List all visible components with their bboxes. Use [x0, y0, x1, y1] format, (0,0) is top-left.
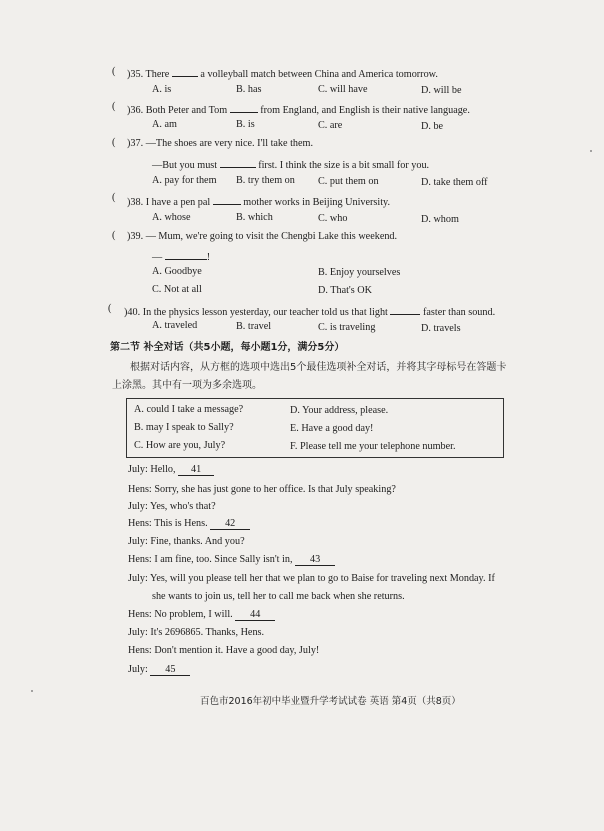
answer-paren-38: (	[112, 192, 116, 203]
dialogue-line-10: July: It's 2696865. Thanks, Hens.	[128, 627, 265, 638]
dialogue-line-6: Hens: I am fine, too. Since Sally isn't in, 43	[128, 554, 335, 566]
answer-paren-37: (	[112, 137, 116, 148]
option-35-a: A. is	[152, 84, 172, 95]
option-39-c: C. Not at all	[152, 284, 202, 295]
question-39-line2: — !	[152, 249, 210, 264]
option-35-b: B. has	[236, 84, 262, 95]
option-39-b: B. Enjoy yourselves	[318, 267, 401, 278]
question-40: )40. In the physics lesson yesterday, our teacher told us that light faster than sound.	[124, 304, 495, 319]
dialogue-line-12: July: 45	[128, 664, 190, 676]
option-35-d: D. will be	[421, 85, 462, 96]
box-option-e: E. Have a good day!	[290, 423, 374, 434]
dialogue-line-8: she wants to join us, tell her to call me back when she returns.	[152, 591, 405, 602]
option-38-b: B. which	[236, 212, 273, 223]
box-option-d: D. Your address, please.	[290, 405, 389, 416]
option-37-b: B. try them on	[236, 175, 295, 186]
box-option-c: C. How are you, July?	[134, 440, 226, 451]
option-39-d: D. That's OK	[318, 285, 372, 296]
question-36: )36. Both Peter and Tom from England, and English is their native language.	[127, 102, 470, 117]
option-37-d: D. take them off	[421, 177, 488, 188]
dialogue-line-9: Hens: No problem, I will. 44	[128, 609, 275, 621]
option-38-c: C. who	[318, 213, 348, 224]
option-37-c: C. put them on	[318, 176, 379, 187]
blank-42[interactable]: 42	[210, 519, 250, 530]
option-40-d: D. travels	[421, 323, 461, 334]
blank-41[interactable]: 41	[178, 465, 214, 476]
option-40-c: C. is traveling	[318, 322, 376, 333]
option-36-c: C. are	[318, 120, 343, 131]
blank-44[interactable]: 44	[235, 610, 275, 621]
option-38-d: D. whom	[421, 214, 459, 225]
question-35: )35. There a volleyball match between China and America tomorrow.	[127, 66, 438, 81]
option-37-a: A. pay for them	[152, 175, 217, 186]
option-36-b: B. is	[236, 119, 255, 130]
option-38-a: A. whose	[152, 212, 191, 223]
dialogue-line-7: July: Yes, will you please tell her that we plan to go to Baise for traveling next Monday. If	[128, 573, 495, 584]
section-title: 第二节 补全对话（共5小题，每小题1分，满分5分）	[110, 342, 345, 353]
answer-paren-40: (	[108, 303, 112, 314]
question-38: )38. I have a pen pal mother works in Beijing University.	[127, 194, 390, 209]
answer-paren-35: (	[112, 66, 116, 77]
scan-speck	[590, 150, 592, 152]
answer-paren-36: (	[112, 101, 116, 112]
section-instruction-line2: 上涂黑。其中有一项为多余选项。	[112, 380, 262, 391]
option-40-b: B. travel	[236, 321, 272, 332]
blank-45[interactable]: 45	[150, 665, 190, 676]
box-option-f: F. Please tell me your telephone number.	[290, 441, 456, 452]
option-36-a: A. am	[152, 119, 177, 130]
question-37: )37. —The shoes are very nice. I'll take them.	[127, 138, 314, 149]
dialogue-line-2: Hens: Sorry, she has just gone to her office. Is that July speaking?	[128, 484, 396, 495]
dialogue-line-1: July: Hello, 41	[128, 464, 214, 476]
box-option-b: B. may I speak to Sally?	[134, 422, 234, 433]
page-footer: 百色市2016年初中毕业暨升学考试试卷 英语 第4页（共8页）	[200, 696, 461, 707]
dialogue-line-11: Hens: Don't mention it. Have a good day, July!	[128, 645, 320, 656]
option-40-a: A. traveled	[152, 320, 198, 331]
blank-43[interactable]: 43	[295, 555, 335, 566]
section-instruction-line1: 根据对话内容，从方框的选项中选出5个最佳选项补全对话，并将其字母标号在答题卡	[130, 362, 507, 373]
option-39-a: A. Goodbye	[152, 266, 202, 277]
option-36-d: D. be	[421, 121, 444, 132]
box-option-a: A. could I take a message?	[134, 404, 244, 415]
answer-paren-39: (	[112, 230, 116, 241]
option-35-c: C. will have	[318, 84, 368, 95]
dialogue-line-4: Hens: This is Hens. 42	[128, 518, 250, 530]
question-37-line2: —But you must first. I think the size is a bit small for you.	[152, 157, 429, 172]
dialogue-line-3: July: Yes, who's that?	[128, 501, 216, 512]
scan-speck	[31, 690, 33, 692]
question-39: )39. — Mum, we're going to visit the Chengbi Lake this weekend.	[127, 231, 398, 242]
dialogue-line-5: July: Fine, thanks. And you?	[128, 536, 245, 547]
